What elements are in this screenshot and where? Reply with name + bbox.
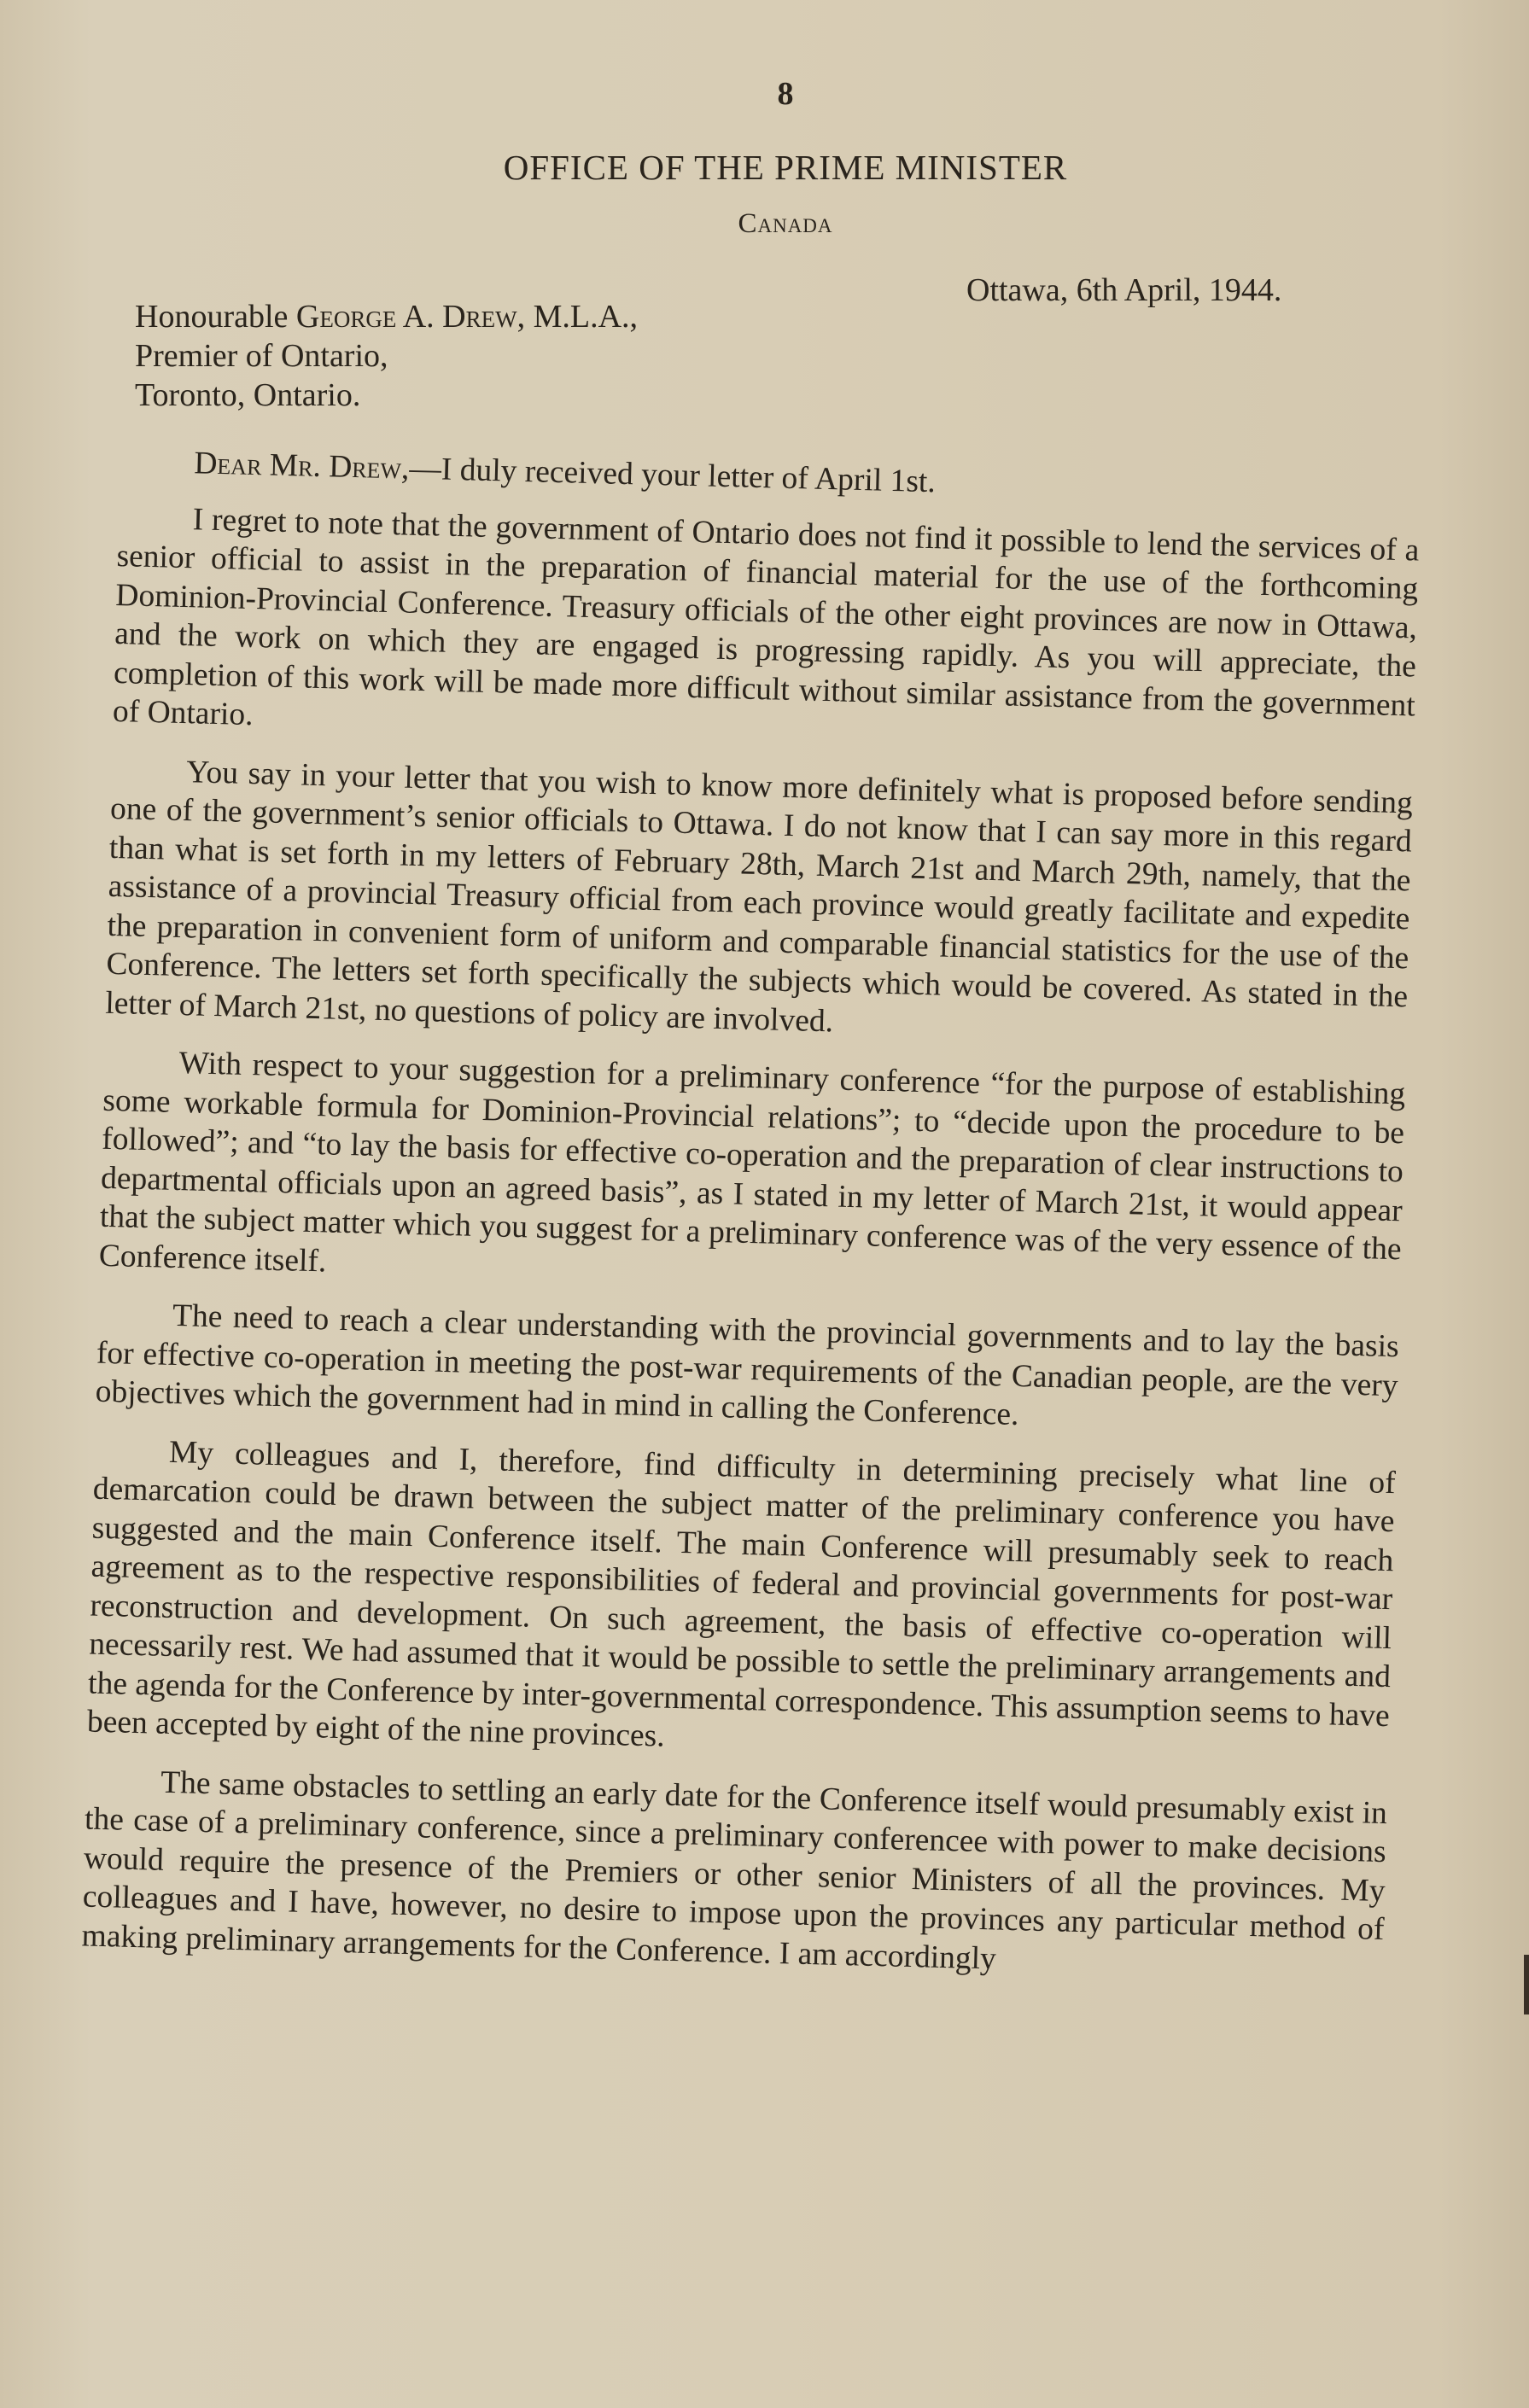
addressee-credentials: , M.L.A., [516,299,639,335]
page-number: 8 [777,76,794,112]
addressee-line-1 [135,297,638,336]
country-subheading: Canada [738,208,833,239]
paragraph-5: My colleagues and I, therefore, find difficulty in determining precisely what line of demarcation could be drawn between the subject matter of the preliminary conference you have suggested and the main Conference itself. The main Conference will presumably seek to reach agreement as to the respective responsibilities of federal and provincial governments for post-war reconstruction and development. On such agreement, the basis of effective co-operation will necessarily rest. We had assumed that it would be possible to settle the preliminary arrangements and the agenda for the Conference by inter-governmental correspondence. This assumption seems to have been accepted by eight of the nine provinces. [86,1434,1397,1754]
salutation-text: ,—I duly received your letter of April 1st. [400,451,937,500]
paragraph-3: With respect to your suggestion for a preliminary conference “for the purpose of establishing some workable formula for Dominion-Provincial relations”; to “decide upon the procedure to be followed”; and “to lay the basis for effective co-operation and the preparation of clear instructions to departmental officials upon an agreed basis”, as I stated in my letter of March 21st, it would appear that the subject matter which you suggest for a preliminary conference was of the very essence of the Conference itself. [98,1046,1406,1279]
paragraph-4: The need to reach a clear understanding with the provincial governments and to lay the basis for effective co-operation in meeting the post-war requirements of the Canadian people, are the very objectives which the government had in mind in calling the Conference. [95,1297,1400,1433]
addressee-block [135,297,638,415]
paragraph-6: The same obstacles to settling an early date for the Conference itself would presumably exist in the case of a preliminary conference, since a preliminary conferencee with power to make decisions would require the presence of the Premiers or other senior Ministers of all the provinces. My colleagues and I have, however, no desire to impose upon the provinces any particular method of making preliminary arrangements for the Conference. I am accordingly [81,1764,1388,1977]
salutation-name: Dear Mr. Drew [193,446,402,487]
page-edge-mark [1524,1955,1529,2014]
addressee-line-3: Toronto, Ontario. [135,377,361,413]
addressee-line-2: Premier of Ontario, [135,338,388,374]
dateline: Ottawa, 6th April, 1944. [966,272,1282,308]
paragraph-1: I regret to note that the government of Ontario does not find it possible to lend the services of a senior official to assist in the preparation of financial material for the use of the forthcoming Dominion-Provincial Conference. Treasury officials of the other eight provinces are now in Ottawa, and the work on which they are engaged is progressing rapidly. As you will appreciate, the completion of this work will be made more difficult without similar assistance from the government of Ontario. [112,501,1420,733]
addressee-name: George A. Drew [295,299,517,335]
office-heading: OFFICE OF THE PRIME MINISTER [503,148,1068,187]
letter-body [81,442,1421,2008]
addressee-honorific: Honourable [135,299,296,335]
paragraph-2: You say in your letter that you wish to know more definitely what is proposed before sending one of the government’s senior officials to Ottawa. I do not know that I can say more in this regard than what is set forth in my letters of February 28th, March 21st and March 29th, namely, that the assistance of a provincial Treasury official from each province would greatly facilitate and expedite the preparation in convenient form of uniform and comparable financial statistics for the use of the Conference. The letters set forth specifically the subjects which would be covered. As stated in the letter of March 21st, no questions of policy are involved. [104,754,1414,1039]
